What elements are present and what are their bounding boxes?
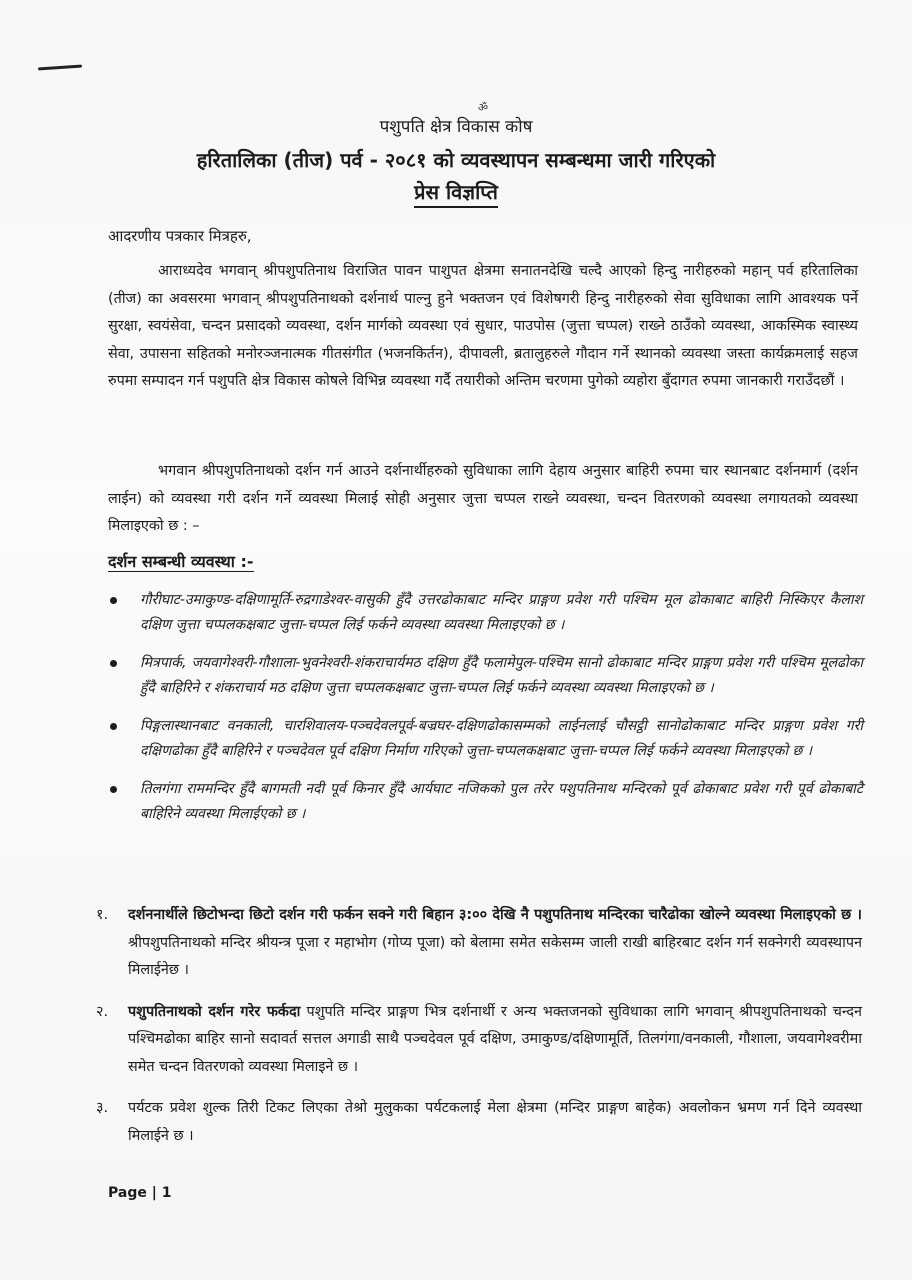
bullet-icon <box>110 786 117 793</box>
paragraph-intro: आराध्यदेव भगवान् श्रीपशुपतिनाथ विराजित पावन पाशुपत क्षेत्रमा सनातनदेखि चल्दै आएको हिन्दु नारीहरुको महान् पर्व हरितालिका (तीज) का अवसरमा भगवान् श्रीपशुपतिनाथको दर्शनार्थ पाल्नु हुने भक्तजन एवं विशेषगरी हिन्दु नारीहरुको सेवा सुविधाका लागि आवश्यक पर्ने सुरक्षा, स्वयंसेवा, चन्दन प्रसादको व्यवस्था, दर्शन मार्गको व्यवस्था एवं सुधार, पाउपोस (जुत्ता चप्पल) राख्ने ठाउँको व्यवस्था, आकस्मिक स्वास्थ्य सेवा, उपासना सहितको मनोरञ्जनात्मक गीतसंगीत (भजनकिर्तन), दीपावली, ब्रतालुहरुले गौदान गर्ने स्थानको व्यवस्था जस्ता कार्यक्रमलाई सहज रुपमा सम्पादन गर्न पशुपति क्षेत्र विकास कोषले विभिन्न व्यवस्था गर्दै तयारीको अन्तिम चरणमा पुगेको व्यहोरा बुँदागत रुपमा जानकारी गराउँदछौं । <box>108 263 858 390</box>
pen-mark <box>38 64 82 70</box>
bullet-icon <box>110 723 117 730</box>
document-subtitle: प्रेस विज्ञप्ति <box>0 178 912 205</box>
list-item: ३. पर्यटक प्रवेश शुल्क तिरी टिकट लिएका तेश्रो मुलुकका पर्यटकलाई मेला क्षेत्रमा (मन्दिर प्राङ्गण बाहेक) अवलोकन भ्रमण गर्न दिने व्यवस्था मिलाईने छ । <box>96 1100 862 1144</box>
list-item: मित्रपार्क, जयवागेश्वरी-गौशाला-भुवनेश्वरी-शंकराचार्यमठ दक्षिण हुँदै फलामेपुल-पश्चिम सानो ढोकाबाट मन्दिर प्राङ्गण प्रवेश गरी पश्चिम मूलढोका हुँदै बाहिरिने र शंकराचार्य मठ दक्षिण जुत्ता चप्पलकक्षबाट जुत्ता-चप्पल लिई फर्कने व्यवस्था व्यवस्था मिलाइएको छ । <box>108 651 863 701</box>
organization-name: पशुपति क्षेत्र विकास कोष <box>379 117 533 137</box>
list-item: पिङ्गलास्थानबाट वनकाली, चारशिवालय-पञ्चदेवलपूर्व-बज्रघर-दक्षिणढोकासम्मको लाईनलाई चौसट्ठी सानोढोकाबाट मन्दिर प्राङ्गण प्रवेश गरी दक्षिणढोका हुँदै बाहिरिने र पञ्चदेवल पूर्व दक्षिण निर्माण गरिएको जुत्ता-चप्पलकक्षबाट जुत्ता-चप्पल लिई फर्कने व्यवस्था मिलाइएको छ । <box>108 714 863 764</box>
bullet-list <box>108 588 863 840</box>
numbered-list <box>96 902 862 1164</box>
bullet-icon <box>110 597 117 604</box>
list-item: १. दर्शननार्थीले छिटोभन्दा छिटो दर्शन गरी फर्कन सक्ने गरी बिहान ३:०० देखि नै पशुपतिनाथ मन्दिरका चारैढोका खोल्ने व्यवस्था मिलाइएको छ । श्रीपशुपतिनाथको मन्दिर श्रीयन्त्र पूजा र महाभोग (गोप्य पूजा) को बेलामा समेत सकेसम्म जाली राखी बाहिरबाट दर्शन गर्न सक्नेगरी व्यवस्थापन मिलाईनेछ । <box>96 907 862 978</box>
list-item: तिलगंगा राममन्दिर हुँदै बागमती नदी पूर्व किनार हुँदै आर्यघाट नजिकको पुल तरेर पशुपतिनाथ मन्दिरको पूर्व ढोकाबाट प्रवेश गरी पूर्व ढोकाबाटै बाहिरिने व्यवस्था मिलाईएको छ । <box>108 777 863 827</box>
bullet-icon <box>110 660 117 667</box>
list-item: २. पशुपतिनाथको दर्शन गरेर फर्कदा पशुपति मन्दिर प्राङ्गण भित्र दर्शनार्थी र अन्य भक्तजनको सुविधाका लागि भगवान् श्रीपशुपतिनाथको चन्दन पश्चिमढोका बाहिर सानो सदावर्त सत्तल अगाडी साथै पञ्चदेवल पूर्व दक्षिण, उमाकुण्ड/दक्षिणामूर्ति, तिलगंगा/वनकाली, गौशाला, जयवागेश्वरीमा समेत चन्दन वितरणको व्यवस्था मिलाइने छ । <box>96 1003 862 1075</box>
page-number: Page | 1 <box>108 1185 172 1201</box>
paragraph-darshan: भगवान श्रीपशुपतिनाथको दर्शन गर्न आउने दर्शनार्थीहरुको सुविधाका लागि देहाय अनुसार बाहिरी रुपमा चार स्थानबाट दर्शनमार्ग (दर्शन लाईन) को व्यवस्था गरी दर्शन गर्ने व्यवस्था मिलाई सोही अनुसार जुत्ता चप्पल राख्ने व्यवस्था, चन्दन वितरणको व्यवस्था लगायतको व्यवस्था मिलाइएको छ : – <box>108 463 858 535</box>
om-symbol: ॐ <box>478 101 489 114</box>
salutation: आदरणीय पत्रकार मित्रहरु, <box>108 227 252 245</box>
document-title: हरितालिका (तीज) पर्व - २०८१ को व्यवस्थापन सम्बन्धमा जारी गरिएको <box>196 148 716 172</box>
section-heading: दर्शन सम्बन्धी व्यवस्था :- <box>108 552 254 571</box>
list-item: गौरीघाट-उमाकुण्ड-दक्षिणामूर्ति-रुद्रगाडेश्वर-वासुकी हुँदै उत्तरढोकाबाट मन्दिर प्राङ्गण प्रवेश गरी पश्चिम मूल ढोकाबाट बाहिरी निस्किएर कैलाश दक्षिण जुत्ता चप्पलकक्षबाट जुत्ता-चप्पल लिई फर्कने व्यवस्था व्यवस्था मिलाइएको छ । <box>108 588 863 638</box>
